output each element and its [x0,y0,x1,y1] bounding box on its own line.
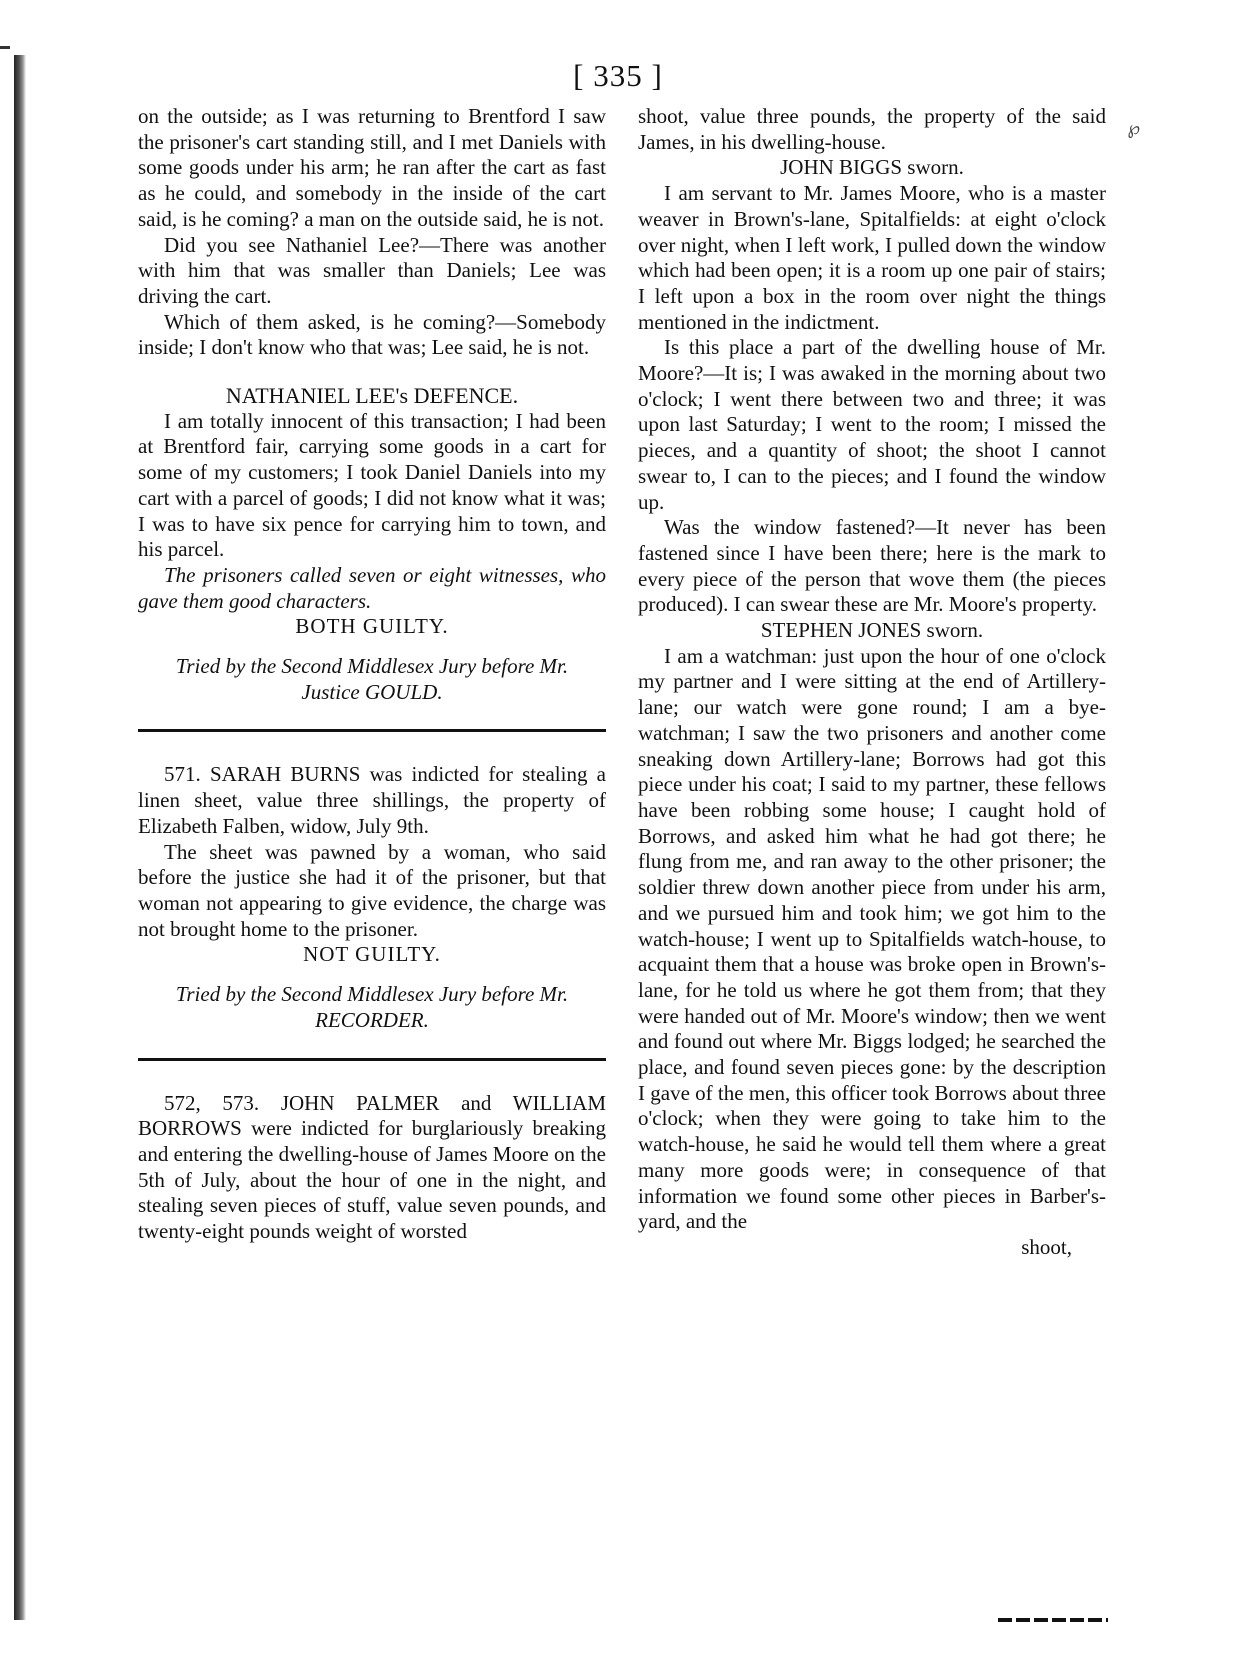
paragraph: 571. SARAH BURNS was indicted for stealing a linen sheet, value three shillings, the property of Elizabeth Falben, widow, July 9th. [138,762,606,838]
paragraph: I am totally innocent of this transaction; I had been at Brentford fair, carrying some goods in a cart for some of my customers; I took Daniel Daniels into my cart with a parcel of goods; I did not know what it was; I was to have six pence for carrying him to town, and his parcel. [138,408,606,562]
paragraph: Which of them asked, is he coming?—Somebody inside; I don't know who that was; Lee said, he is not. [138,309,606,360]
edge-tick-mark [0,46,10,49]
verdict: BOTH GUILTY. [295,614,449,639]
italic-note: The prisoners called seven or eight witnesses, who gave them good characters. [138,562,606,613]
section-rule [138,1058,606,1061]
left-column [138,104,606,1245]
page-number: [ 335 ] [573,58,663,93]
paragraph: I am servant to Mr. James Moore, who is a master weaver in Brown's-lane, Spitalfields: at eight o'clock over night, when I left work, I pulled down the window which had been open; it is a room up one pair of stairs; I left upon a box in the room over night the things mentioned in the indictment. [638,181,1106,334]
paragraph: Is this place a part of the dwelling house of Mr. Moore?—It is; I was awaked in the morning about two o'clock; I went there between two and three; it was upon last Saturday; I went to the room; I missed the pieces, and a quantity of shoot; the shoot I cannot swear to, I can to the pieces; and I found the window up. [638,335,1106,514]
right-column [638,104,1106,1261]
section-heading: NATHANIEL LEE's DEFENCE. [225,383,519,409]
witness-heading: STEPHEN JONES sworn. [760,618,984,643]
paragraph: on the outside; as I was returning to Brentford I saw the prisoner's cart standing still, and I met Daniels with some goods under his arm; he ran after the cart as fast as he could, and somebody in the inside of the cart said, is he coming? a man on the outside said, he is not. [138,104,606,231]
verdict: NOT GUILTY. [303,942,441,967]
paragraph: Was the window fastened?—It never has been fastened since I have been there; here is the mark to every piece of the person that wove them (the pieces produced). I can swear these are Mr. Moore's property. [638,515,1106,617]
section-rule [138,729,606,732]
bottom-rule-mark [998,1618,1108,1622]
trial-note: Tried by the Second Middlesex Jury before Mr. Justice GOULD. [175,654,569,704]
catchword: shoot, [1021,1234,1072,1259]
margin-mark: ℘ [1127,118,1140,138]
paragraph: 572, 573. JOHN PALMER and WILLIAM BORROWS were indicted for burglariously breaking and entering the dwelling-house of James Moore on the 5th of July, about the hour of one in the night, and stealing seven pieces of stuff, value seven pounds, and twenty-eight pounds weight of worsted [138,1090,606,1244]
page-edge-shadow [14,55,26,1620]
paragraph: shoot, value three pounds, the property of the said James, in his dwelling-house. [638,104,1106,154]
witness-heading: JOHN BIGGS sworn. [780,155,964,180]
paragraph: Did you see Nathaniel Lee?—There was another with him that was smaller than Daniels; Lee was driving the cart. [138,232,606,308]
trial-note: Tried by the Second Middlesex Jury before Mr. RECORDER. [175,982,569,1032]
paragraph: I am a watchman: just upon the hour of one o'clock my partner and I were sitting at the end of Artillery-lane; our watch were gone round; I am a bye-watchman; I saw the two prisoners and another come sneaking down Artillery-lane; Borrows had got this piece under his coat; I said to my partner, these fellows have been robbing some house; I caught hold of Borrows, and asked him what he had got there; he flung from me, and ran away to the other prisoner; the soldier threw down another piece from under his arm, and we pursued him and took him; we got him to the watch-house; I went up to Spitalfields watch-house, to acquaint them that a house was broke open in Brown's-lane, for he told us where he got them from; that they were handed out of Mr. Moore's window; then we went and found out where Mr. Biggs lodged; he searched the place, and found seven pieces gone: by the description I gave of the men, this officer took Borrows about three o'clock; when they were going to take him to the watch-house, he said he would tell them where a great many more goods were; in consequence of that information we found some other pieces in Barber's-yard, and the [638,643,1106,1234]
paragraph: The sheet was pawned by a woman, who said before the justice she had it of the prisoner, but that woman not appearing to give evidence, the charge was not brought home to the prisoner. [138,839,606,941]
